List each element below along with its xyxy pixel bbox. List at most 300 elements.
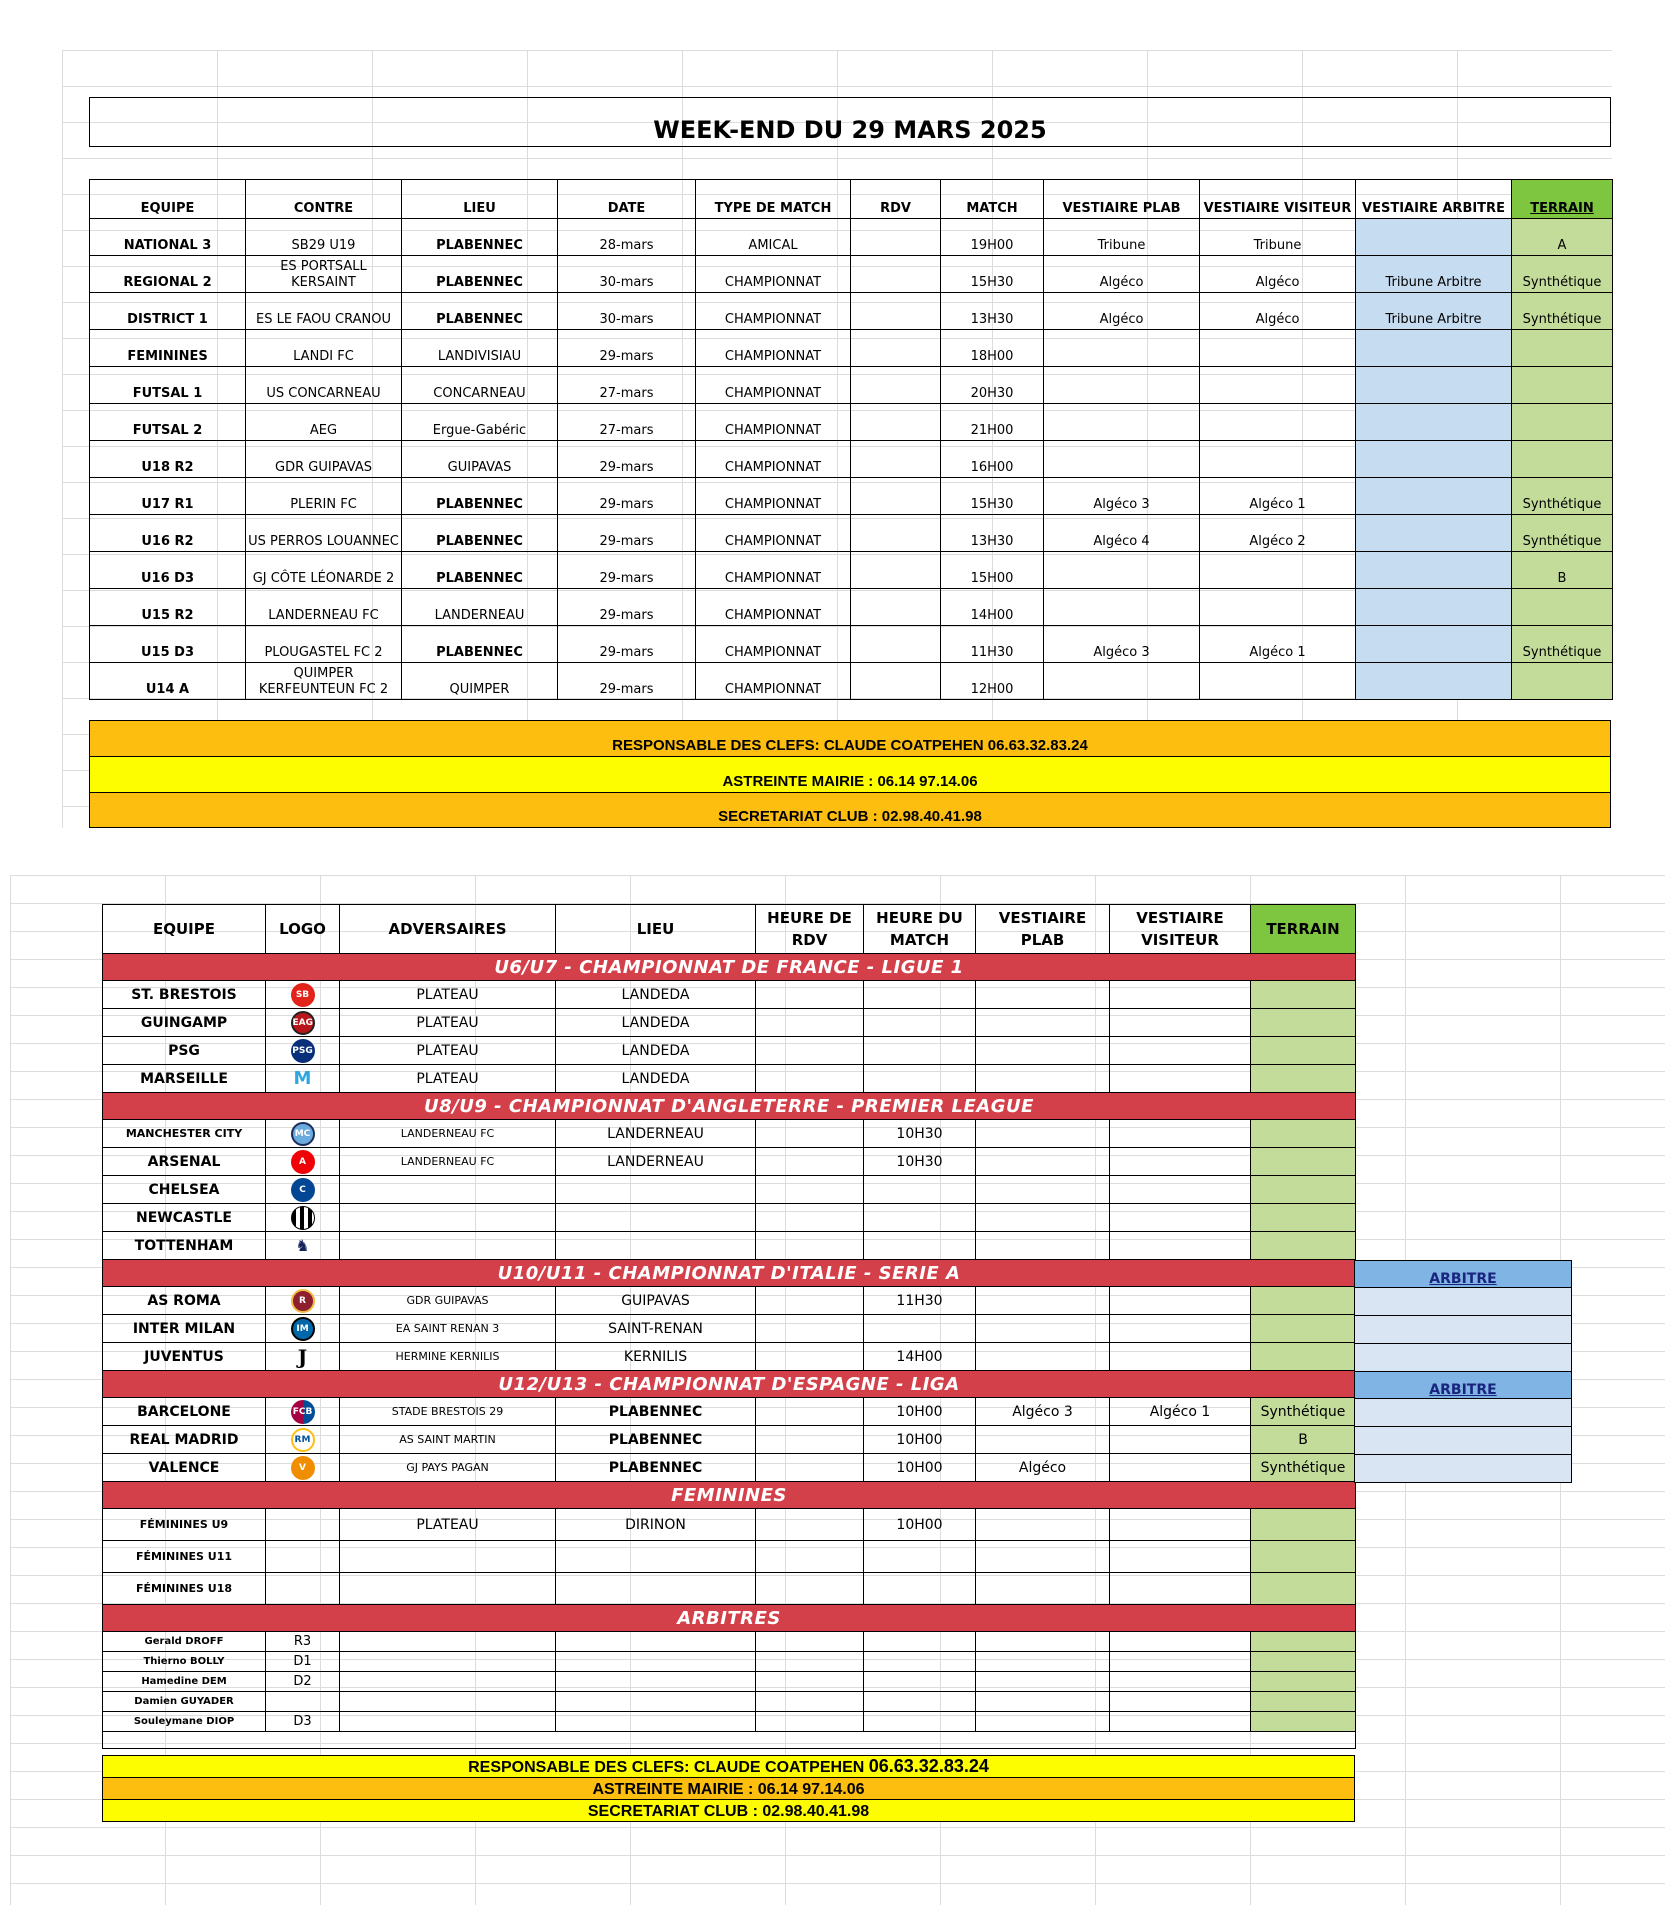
empty-cell (340, 1672, 556, 1692)
away-dressing-room-cell (1200, 552, 1356, 589)
logo-cell (266, 1509, 340, 1541)
away-dressing-room-cell (1110, 1287, 1251, 1315)
logo-cell (266, 1398, 340, 1426)
logo-cell (266, 1148, 340, 1176)
opponent-cell: AS SAINT MARTIN (340, 1426, 556, 1454)
team-cell: FUTSAL 2 (90, 404, 246, 441)
referee-dressing-room-cell: Tribune Arbitre (1356, 256, 1512, 293)
home-dressing-room-cell (1044, 663, 1200, 700)
match-type-cell: CHAMPIONNAT (696, 330, 851, 367)
referee-dressing-room-cell (1356, 663, 1512, 700)
barcelona-crest-icon: FCB (291, 1400, 315, 1424)
section-title: U8/U9 - CHAMPIONNAT D'ANGLETERRE - PREMIER LEAGUE (103, 1093, 1356, 1120)
pitch-cell (1251, 1343, 1356, 1371)
venue-cell (556, 1204, 756, 1232)
pitch-cell: Synthétique (1512, 478, 1613, 515)
away-dressing-room-cell (1110, 1573, 1251, 1605)
empty-cell (756, 1692, 864, 1712)
pitch-cell (1251, 981, 1356, 1009)
team-row (103, 1426, 1356, 1454)
opponent-cell: SB29 U19 (246, 219, 402, 256)
venue-cell: Ergue-Gabéric (402, 404, 558, 441)
away-dressing-room-cell (1110, 1148, 1251, 1176)
home-dressing-room-cell (976, 1065, 1110, 1093)
pitch-cell (1512, 330, 1613, 367)
team-cell: U16 R2 (90, 515, 246, 552)
away-dressing-room-cell (1110, 1204, 1251, 1232)
venue-cell: PLABENNEC (402, 256, 558, 293)
home-dressing-room-cell (1044, 367, 1200, 404)
away-dressing-room-cell: Algéco 1 (1110, 1398, 1251, 1426)
away-dressing-room-cell (1200, 589, 1356, 626)
opponent-cell (340, 1541, 556, 1573)
team-row (103, 1065, 1356, 1093)
pitch-cell (1512, 589, 1613, 626)
rdv-cell (851, 552, 941, 589)
referee-dressing-room-cell (1356, 330, 1512, 367)
kickoff-cell: 18H00 (941, 330, 1044, 367)
logo-cell (266, 1287, 340, 1315)
col-vestiaire-plab: VESTIAIRE PLAB (1044, 180, 1200, 219)
empty-cell (976, 1712, 1110, 1732)
rdv-cell (756, 1541, 864, 1573)
kickoff-cell: 14H00 (941, 589, 1044, 626)
rdv-cell (756, 1065, 864, 1093)
date-cell: 30-mars (558, 256, 696, 293)
away-dressing-room-cell (1110, 1541, 1251, 1573)
venue-cell: LANDEDA (556, 1037, 756, 1065)
home-dressing-room-cell (1044, 330, 1200, 367)
kickoff-cell (864, 1232, 976, 1260)
team-row (103, 1204, 1356, 1232)
team-name: REAL MADRID (103, 1426, 266, 1454)
kickoff-cell: 21H00 (941, 404, 1044, 441)
opponent-cell: PLATEAU (340, 1065, 556, 1093)
referee-level: D1 (266, 1652, 340, 1672)
kickoff-cell (864, 1541, 976, 1573)
home-dressing-room-cell (976, 1343, 1110, 1371)
tottenham-crest-icon: ♞ (295, 1235, 310, 1255)
arbitre-cell (1355, 1454, 1572, 1482)
guingamp-crest-icon: EAG (291, 1011, 315, 1035)
home-dressing-room-cell: Algéco 4 (1044, 515, 1200, 552)
rdv-cell (851, 256, 941, 293)
rdv-cell (851, 441, 941, 478)
home-dressing-room-cell (1044, 589, 1200, 626)
arbitre-header-row (1355, 1371, 1572, 1398)
match-row (90, 219, 1613, 256)
man-city-crest-icon: MC (291, 1122, 315, 1146)
section-title: U10/U11 - CHAMPIONNAT D'ITALIE - SERIE A (103, 1260, 1356, 1287)
pitch-cell (1251, 1287, 1356, 1315)
rdv-cell (756, 981, 864, 1009)
venue-cell: LANDERNEAU (556, 1148, 756, 1176)
home-dressing-room-cell: Algéco 3 (1044, 478, 1200, 515)
pitch-cell: A (1512, 219, 1613, 256)
match-row (90, 626, 1613, 663)
date-cell: 28-mars (558, 219, 696, 256)
home-dressing-room-cell: Algéco (1044, 256, 1200, 293)
date-cell: 27-mars (558, 404, 696, 441)
team-cell: U14 A (90, 663, 246, 700)
pitch-cell (1251, 1692, 1356, 1712)
logo-cell (266, 981, 340, 1009)
date-cell: 30-mars (558, 293, 696, 330)
rdv-cell (851, 219, 941, 256)
kickoff-cell: 20H30 (941, 367, 1044, 404)
referee-dressing-room-cell (1356, 515, 1512, 552)
date-cell: 29-mars (558, 589, 696, 626)
kickoff-cell: 10H00 (864, 1454, 976, 1482)
home-dressing-room-cell (1044, 441, 1200, 478)
team-cell: DISTRICT 1 (90, 293, 246, 330)
team-cell: U15 R2 (90, 589, 246, 626)
team-name: BARCELONE (103, 1398, 266, 1426)
opponent-cell: QUIMPER KERFEUNTEUN FC 2 (246, 663, 402, 700)
team-row (103, 1009, 1356, 1037)
venue-cell (556, 1573, 756, 1605)
team-row (103, 1315, 1356, 1343)
col-equipe: EQUIPE (103, 905, 266, 954)
col-logo: LOGO (266, 905, 340, 954)
pitch-cell: Synthétique (1512, 515, 1613, 552)
empty-cell (556, 1692, 756, 1712)
empty-cell (864, 1632, 976, 1652)
empty-cell (976, 1632, 1110, 1652)
kickoff-cell: 14H00 (864, 1343, 976, 1371)
pitch-cell (1251, 1652, 1356, 1672)
venue-cell: LANDIVISIAU (402, 330, 558, 367)
kickoff-cell (864, 1573, 976, 1605)
home-dressing-room-cell (976, 981, 1110, 1009)
venue-cell: PLABENNEC (402, 515, 558, 552)
psg-crest-icon: PSG (291, 1039, 315, 1063)
home-dressing-room-cell (976, 1037, 1110, 1065)
top-header-row (90, 180, 1613, 219)
team-cell: U18 R2 (90, 441, 246, 478)
rdv-cell (851, 589, 941, 626)
chelsea-crest-icon: C (291, 1178, 315, 1202)
match-row (90, 589, 1613, 626)
team-cell: FEMININES (90, 330, 246, 367)
match-row (90, 552, 1613, 589)
arbitre-header: ARBITRE (1355, 1260, 1572, 1287)
referee-dressing-room-cell (1356, 441, 1512, 478)
empty-cell (864, 1712, 976, 1732)
opponent-cell: PLATEAU (340, 1037, 556, 1065)
opponent-cell: EA SAINT RENAN 3 (340, 1315, 556, 1343)
spacer-row (103, 1732, 1356, 1749)
empty-cell (976, 1692, 1110, 1712)
match-row (90, 441, 1613, 478)
away-dressing-room-cell: Algéco 1 (1200, 478, 1356, 515)
away-dressing-room-cell (1110, 1426, 1251, 1454)
rdv-cell (851, 330, 941, 367)
team-name: MARSEILLE (103, 1065, 266, 1093)
team-row (103, 1232, 1356, 1260)
arbitre-row (1355, 1343, 1572, 1371)
match-type-cell: CHAMPIONNAT (696, 626, 851, 663)
match-type-cell: CHAMPIONNAT (696, 293, 851, 330)
rdv-cell (756, 1176, 864, 1204)
empty-cell (864, 1652, 976, 1672)
opponent-cell: LANDERNEAU FC (340, 1148, 556, 1176)
venue-cell: LANDEDA (556, 981, 756, 1009)
kickoff-cell: 13H30 (941, 515, 1044, 552)
date-cell: 29-mars (558, 478, 696, 515)
home-dressing-room-cell (976, 1204, 1110, 1232)
away-dressing-room-cell (1110, 1065, 1251, 1093)
logo-cell (266, 1343, 340, 1371)
newcastle-crest-icon (291, 1206, 315, 1230)
rdv-cell (756, 1204, 864, 1232)
opponent-cell: PLATEAU (340, 981, 556, 1009)
venue-cell: GUIPAVAS (556, 1287, 756, 1315)
opponent-cell: ES LE FAOU CRANOU (246, 293, 402, 330)
team-row (103, 1692, 1356, 1712)
col-heure-rdv: HEURE DE RDV (756, 905, 864, 954)
venue-cell (556, 1176, 756, 1204)
col-lieu: LIEU (556, 905, 756, 954)
opponent-cell (340, 1573, 556, 1605)
kickoff-cell: 15H30 (941, 256, 1044, 293)
home-dressing-room-cell (1044, 404, 1200, 441)
team-row (103, 1176, 1356, 1204)
team-row (103, 1343, 1356, 1371)
rdv-cell (756, 1509, 864, 1541)
team-name: TOTTENHAM (103, 1232, 266, 1260)
match-row (90, 515, 1613, 552)
arbitre-columns (1354, 1260, 1572, 1483)
empty-cell (1110, 1712, 1251, 1732)
opponent-cell: HERMINE KERNILIS (340, 1343, 556, 1371)
match-type-cell: CHAMPIONNAT (696, 663, 851, 700)
venue-cell: DIRINON (556, 1509, 756, 1541)
home-dressing-room-cell (976, 1232, 1110, 1260)
arbitre-header-row (1355, 1260, 1572, 1287)
away-dressing-room-cell: Algéco (1200, 256, 1356, 293)
team-name: CHELSEA (103, 1176, 266, 1204)
match-type-cell: CHAMPIONNAT (696, 256, 851, 293)
away-dressing-room-cell (1110, 1120, 1251, 1148)
match-row (90, 293, 1613, 330)
juventus-crest-icon: J (297, 1344, 308, 1369)
pitch-cell (1251, 1541, 1356, 1573)
rdv-cell (851, 663, 941, 700)
opponent-cell: GDR GUIPAVAS (340, 1287, 556, 1315)
rdv-cell (851, 367, 941, 404)
date-cell: 29-mars (558, 441, 696, 478)
opponent-cell: GDR GUIPAVAS (246, 441, 402, 478)
match-type-cell: CHAMPIONNAT (696, 478, 851, 515)
match-type-cell: CHAMPIONNAT (696, 441, 851, 478)
team-row (103, 1037, 1356, 1065)
date-cell: 29-mars (558, 330, 696, 367)
team-row (103, 1632, 1356, 1652)
col-date: DATE (558, 180, 696, 219)
match-row (90, 404, 1613, 441)
pitch-cell (1251, 1573, 1356, 1605)
rdv-cell (756, 1426, 864, 1454)
pitch-cell: Synthétique (1512, 293, 1613, 330)
away-dressing-room-cell: Algéco 1 (1200, 626, 1356, 663)
logo-cell (266, 1454, 340, 1482)
referee-dressing-room-cell (1356, 626, 1512, 663)
pitch-cell: Synthétique (1251, 1398, 1356, 1426)
home-dressing-room-cell (1044, 552, 1200, 589)
team-row (103, 1398, 1356, 1426)
rdv-cell (851, 478, 941, 515)
pitch-cell (1251, 1065, 1356, 1093)
away-dressing-room-cell (1110, 1343, 1251, 1371)
team-name: Gerald DROFF (103, 1632, 266, 1652)
kickoff-cell: 10H00 (864, 1426, 976, 1454)
pitch-cell (1251, 1037, 1356, 1065)
secretariat-bar: SECRETARIAT CLUB : 02.98.40.41.98 (103, 1800, 1355, 1822)
rdv-cell (851, 515, 941, 552)
pitch-cell (1251, 1712, 1356, 1732)
secretariat-bar: SECRETARIAT CLUB : 02.98.40.41.98 (89, 792, 1611, 828)
venue-cell: CONCARNEAU (402, 367, 558, 404)
match-type-cell: CHAMPIONNAT (696, 552, 851, 589)
empty-cell (1110, 1632, 1251, 1652)
youth-header-row (103, 905, 1356, 954)
valencia-crest-icon: V (291, 1456, 315, 1480)
kickoff-cell (864, 1037, 976, 1065)
venue-cell (556, 1232, 756, 1260)
home-dressing-room-cell (976, 1176, 1110, 1204)
empty-cell (556, 1652, 756, 1672)
venue-cell: KERNILIS (556, 1343, 756, 1371)
match-type-cell: AMICAL (696, 219, 851, 256)
col-vestiaire-visiteur: VESTIAIRE VISITEUR (1200, 180, 1356, 219)
home-dressing-room-cell (976, 1287, 1110, 1315)
kickoff-cell (864, 1176, 976, 1204)
logo-cell (266, 1065, 340, 1093)
team-name: GUINGAMP (103, 1009, 266, 1037)
kickoff-cell: 11H30 (941, 626, 1044, 663)
kickoff-cell: 15H00 (941, 552, 1044, 589)
opponent-cell: STADE BRESTOIS 29 (340, 1398, 556, 1426)
team-row (103, 1672, 1356, 1692)
home-dressing-room-cell: Algéco (1044, 293, 1200, 330)
away-dressing-room-cell (1110, 1315, 1251, 1343)
kickoff-cell: 12H00 (941, 663, 1044, 700)
match-row (90, 367, 1613, 404)
referee-level: R3 (266, 1632, 340, 1652)
team-cell: FUTSAL 1 (90, 367, 246, 404)
pitch-cell (1512, 663, 1613, 700)
keys-label: RESPONSABLE DES CLEFS: CLAUDE COATPEHEN (468, 1759, 865, 1776)
arbitre-row (1355, 1426, 1572, 1454)
empty-cell (340, 1632, 556, 1652)
kickoff-cell: 10H00 (864, 1509, 976, 1541)
logo-cell (266, 1176, 340, 1204)
venue-cell: QUIMPER (402, 663, 558, 700)
pitch-cell: Synthétique (1251, 1454, 1356, 1482)
empty-cell (864, 1672, 976, 1692)
team-name: INTER MILAN (103, 1315, 266, 1343)
venue-cell: LANDERNEAU (556, 1120, 756, 1148)
home-dressing-room-cell: Algéco (976, 1454, 1110, 1482)
pitch-cell (1251, 1632, 1356, 1652)
pitch-cell: B (1251, 1426, 1356, 1454)
team-row (103, 981, 1356, 1009)
pitch-cell (1251, 1672, 1356, 1692)
venue-cell: PLABENNEC (402, 478, 558, 515)
rdv-cell (756, 1287, 864, 1315)
real-madrid-crest-icon: RM (291, 1428, 315, 1452)
empty-cell (1110, 1672, 1251, 1692)
away-dressing-room-cell (1200, 367, 1356, 404)
arbitre-cell (1355, 1343, 1572, 1371)
arbitre-row (1355, 1454, 1572, 1482)
empty-cell (976, 1652, 1110, 1672)
pitch-cell (1512, 404, 1613, 441)
team-row (103, 1148, 1356, 1176)
keys-phone: 06.63.32.83.24 (868, 1756, 989, 1776)
away-dressing-room-cell (1110, 1509, 1251, 1541)
home-dressing-room-cell (976, 1541, 1110, 1573)
opponent-cell: PLOUGASTEL FC 2 (246, 626, 402, 663)
kickoff-cell (864, 1204, 976, 1232)
referee-dressing-room-cell (1356, 478, 1512, 515)
away-dressing-room-cell (1200, 330, 1356, 367)
match-type-cell: CHAMPIONNAT (696, 515, 851, 552)
home-dressing-room-cell (976, 1009, 1110, 1037)
away-dressing-room-cell (1110, 1037, 1251, 1065)
away-dressing-room-cell (1200, 663, 1356, 700)
empty-cell (340, 1652, 556, 1672)
mairie-bar: ASTREINTE MAIRIE : 06.14 97.14.06 (103, 1778, 1355, 1800)
om-crest-icon: M (293, 1067, 312, 1089)
venue-cell: LANDERNEAU (402, 589, 558, 626)
team-cell: U15 D3 (90, 626, 246, 663)
mairie-bar: ASTREINTE MAIRIE : 06.14 97.14.06 (89, 756, 1611, 793)
team-row (103, 1541, 1356, 1573)
team-row (103, 1573, 1356, 1605)
team-name: ARSENAL (103, 1148, 266, 1176)
col-match: MATCH (941, 180, 1044, 219)
opponent-cell: US PERROS LOUANNEC (246, 515, 402, 552)
arbitre-cell (1355, 1398, 1572, 1426)
bottom-info-table (102, 1755, 1355, 1822)
date-cell: 29-mars (558, 663, 696, 700)
pitch-cell (1251, 1509, 1356, 1541)
team-row (103, 1509, 1356, 1541)
away-dressing-room-cell (1110, 1176, 1251, 1204)
team-row (103, 1287, 1356, 1315)
kickoff-cell: 15H30 (941, 478, 1044, 515)
team-name: JUVENTUS (103, 1343, 266, 1371)
section-header-row (103, 954, 1356, 981)
team-name: Thierno BOLLY (103, 1652, 266, 1672)
section-header-row (103, 1260, 1356, 1287)
section-title: U12/U13 - CHAMPIONNAT D'ESPAGNE - LIGA (103, 1371, 1356, 1398)
arbitre-cell (1355, 1315, 1572, 1343)
kickoff-cell: 10H00 (864, 1398, 976, 1426)
referee-dressing-room-cell: Tribune Arbitre (1356, 293, 1512, 330)
match-type-cell: CHAMPIONNAT (696, 589, 851, 626)
col-adversaires: ADVERSAIRES (340, 905, 556, 954)
opponent-cell: LANDERNEAU FC (246, 589, 402, 626)
kickoff-cell: 16H00 (941, 441, 1044, 478)
section-header-row (103, 1093, 1356, 1120)
referee-level (266, 1692, 340, 1712)
section-header-row (103, 1371, 1356, 1398)
empty-cell (756, 1672, 864, 1692)
team-row (103, 1120, 1356, 1148)
